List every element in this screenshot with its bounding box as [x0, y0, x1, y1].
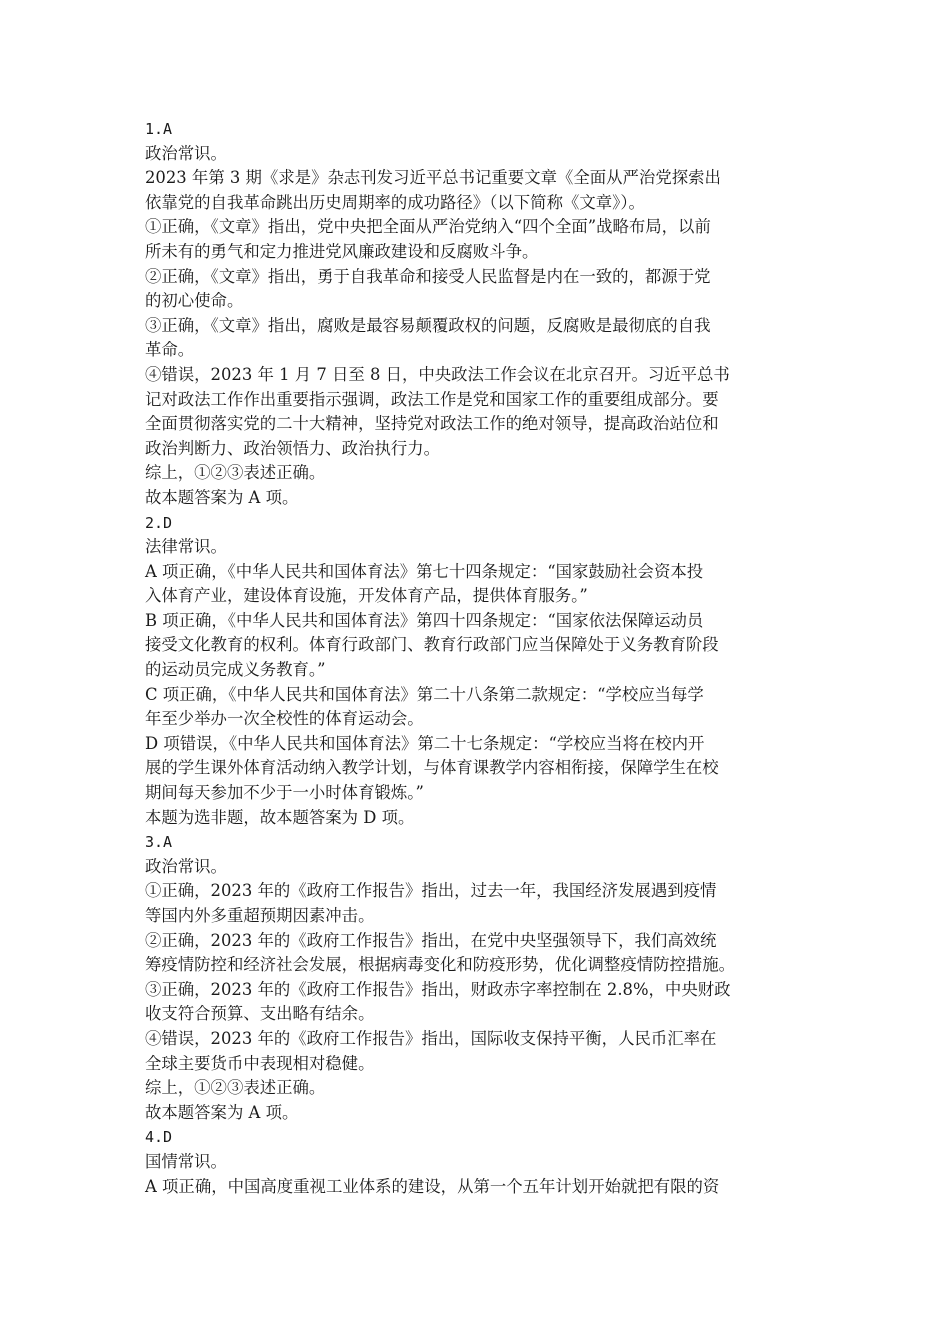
text-line: 所未有的勇气和定力推进党风廉政建设和反腐败斗争。 — [145, 241, 539, 261]
explanation-paragraph — [145, 215, 809, 264]
text-line: 展的学生课外体育活动纳入教学计划，与体育课教学内容相衔接，保障学生在校 — [145, 758, 719, 778]
question-number: 3.A — [145, 833, 173, 852]
answer-document — [145, 117, 809, 1199]
text-line: 依靠党的自我革命跳出历史周期率的成功路径》（以下简称《文章》）。 — [145, 192, 645, 212]
text-line: B 项正确，《中华人民共和国体育法》第四十四条规定：“国家依法保障运动员 — [145, 610, 704, 630]
text-line: 全面贯彻落实党的二十大精神，坚持党对政法工作的绝对领导，提高政治站位和 — [145, 414, 719, 434]
text-line: 筹疫情防控和经济社会发展，根据病毒变化和防疫形势，优化调整疫情防控措施。 — [145, 955, 736, 975]
text-line: 综上，①②③表述正确。 — [145, 463, 326, 483]
text-line: 入体育产业，建设体育设施，开发体育产品，提供体育服务。” — [145, 586, 588, 606]
text-line: 记对政法工作作出重要指示强调，政法工作是党和国家工作的重要组成部分。要 — [145, 389, 719, 409]
explanation-paragraph — [145, 855, 809, 880]
explanation-paragraph — [145, 314, 809, 363]
explanation-paragraph — [145, 535, 809, 560]
text-line: ④错误，2023 年的《政府工作报告》指出，国际收支保持平衡，人民币汇率在 — [145, 1028, 717, 1048]
question-number: 1.A — [145, 120, 173, 138]
text-line: 等国内外多重超预期因素冲击。 — [145, 906, 375, 925]
explanation-paragraph — [145, 265, 809, 314]
text-line: 革命。 — [145, 340, 195, 360]
explanation-paragraph — [145, 166, 809, 215]
explanation-paragraph — [145, 806, 809, 831]
text-line: A 项正确，中国高度重视工业体系的建设，从第一个五年计划开始就把有限的资 — [145, 1176, 720, 1196]
text-line: ①正确，《文章》指出，党中央把全面从严治党纳入“四个全面”战略布局，以前 — [145, 217, 711, 237]
text-line: ①正确，2023 年的《政府工作报告》指出，过去一年，我国经济发展遇到疫情 — [145, 881, 717, 901]
text-line: 接受文化教育的权利。体育行政部门、教育行政部门应当保障处于义务教育阶段 — [145, 635, 719, 655]
text-line: 的运动员完成义务教育。” — [145, 660, 326, 680]
explanation-paragraph — [145, 1175, 809, 1200]
text-line: A 项正确，《中华人民共和国体育法》第七十四条规定：“国家鼓励社会资本投 — [145, 561, 704, 581]
answer-section — [145, 117, 809, 511]
text-line: 的初心使命。 — [145, 291, 244, 311]
answer-section — [145, 511, 809, 831]
text-line: 年至少举办一次全校性的体育运动会。 — [145, 709, 424, 729]
answer-section — [145, 830, 809, 1125]
text-line: 本题为选非题，故本题答案为 D 项。 — [145, 807, 415, 827]
explanation-paragraph — [145, 609, 809, 683]
explanation-paragraph — [145, 879, 809, 928]
explanation-paragraph — [145, 1150, 809, 1175]
text-line: 全球主要货币中表现相对稳健。 — [145, 1053, 375, 1073]
text-line: 政治判断力、政治领悟力、政治执行力。 — [145, 438, 441, 458]
explanation-paragraph — [145, 486, 809, 511]
explanation-paragraph — [145, 1101, 809, 1126]
text-line: 2023 年第 3 期《求是》杂志刊发习近平总书记重要文章《全面从严治党探索出 — [145, 168, 721, 188]
text-line: 法律常识。 — [145, 537, 227, 557]
answer-section — [145, 1125, 809, 1199]
explanation-paragraph — [145, 978, 809, 1027]
text-line: 政治常识。 — [145, 856, 227, 876]
question-number: 2.D — [145, 513, 173, 532]
text-line: ③正确，2023 年的《政府工作报告》指出，财政赤字率控制在 2.8%，中央财政 — [145, 979, 731, 999]
text-line: 收支符合预算、支出略有结余。 — [145, 1004, 375, 1024]
text-line: ③正确，《文章》指出，腐败是最容易颠覆政权的问题，反腐败是最彻底的自我 — [145, 315, 711, 335]
text-line: 国情常识。 — [145, 1151, 227, 1171]
text-line: 政治常识。 — [145, 143, 227, 163]
explanation-paragraph — [145, 732, 809, 806]
explanation-paragraph — [145, 683, 809, 732]
explanation-paragraph — [145, 929, 809, 978]
text-line: D 项错误，《中华人民共和国体育法》第二十七条规定：“学校应当将在校内开 — [145, 733, 705, 753]
text-line: 期间每天参加不少于一小时体育锻炼。” — [145, 783, 424, 803]
text-line: 综上，①②③表述正确。 — [145, 1078, 326, 1098]
text-line: C 项正确，《中华人民共和国体育法》第二十八条第二款规定：“学校应当每学 — [145, 684, 704, 704]
explanation-paragraph — [145, 142, 809, 167]
text-line: ②正确，《文章》指出，勇于自我革命和接受人民监督是内在一致的，都源于党 — [145, 266, 711, 286]
explanation-paragraph — [145, 1076, 809, 1101]
explanation-paragraph — [145, 1027, 809, 1076]
text-line: ②正确，2023 年的《政府工作报告》指出，在党中央坚强领导下，我们高效统 — [145, 930, 717, 950]
explanation-paragraph — [145, 363, 809, 461]
question-number: 4.D — [145, 1128, 173, 1147]
explanation-paragraph — [145, 461, 809, 486]
text-line: 故本题答案为 A 项。 — [145, 1102, 299, 1122]
text-line: 故本题答案为 A 项。 — [145, 487, 299, 507]
explanation-paragraph — [145, 560, 809, 609]
text-line: ④错误，2023 年 1 月 7 日至 8 日，中央政法工作会议在北京召开。习近平总书 — [145, 364, 730, 384]
